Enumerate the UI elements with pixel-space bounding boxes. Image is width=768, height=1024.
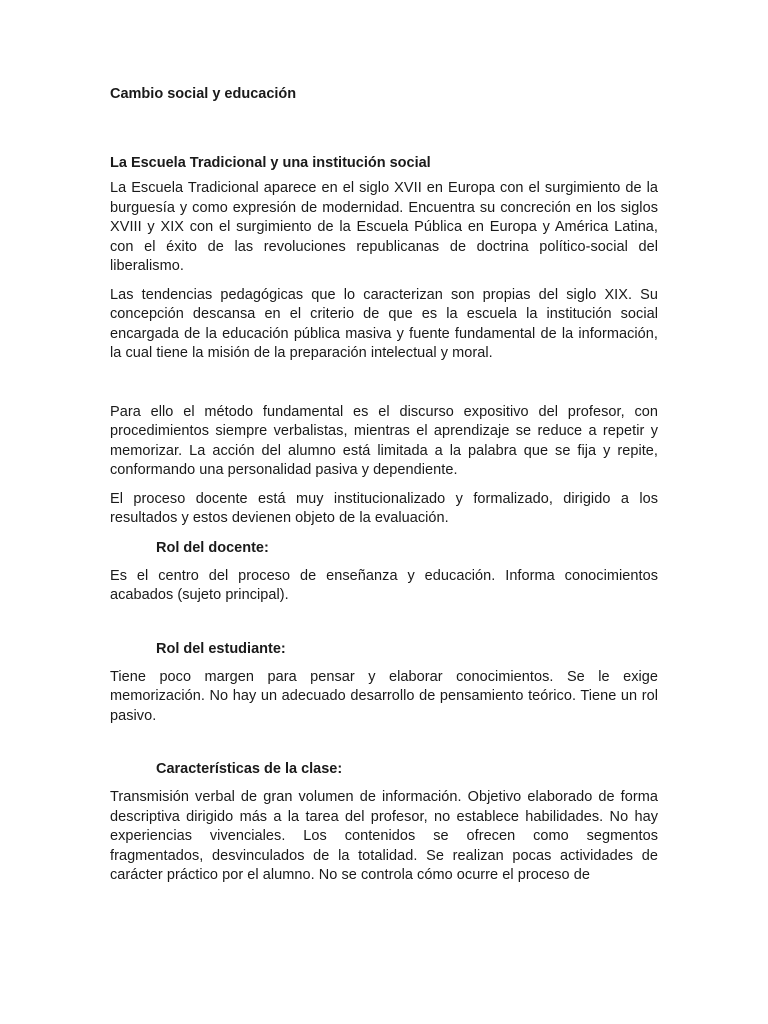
caracteristicas-heading: Características de la clase: [156, 761, 343, 777]
rol-estudiante-text: Tiene poco margen para pensar y elaborar conocimientos. Se le exige memorización. No hay un adecuado desarrollo de pensamiento teórico. Tiene un rol pasivo. [110, 668, 658, 724]
rol-estudiante-heading: Rol del estudiante: [156, 640, 286, 657]
document-title: Cambio social y educación [110, 86, 297, 102]
rol-docente-text: Es el centro del proceso de enseñanza y educación. Informa conocimientos acabados (sujeto principal). [110, 567, 658, 603]
paragraph-4: El proceso docente está muy institucionalizado y formalizado, dirigido a los resultados y estos devienen objeto de la evaluación. [110, 490, 658, 526]
section-heading: La Escuela Tradicional y una institución social [110, 155, 431, 171]
paragraph-1: La Escuela Tradicional aparece en el siglo XVII en Europa con el surgimiento de la burguesía y como expresión de modernidad. Encuentra su concreción en los siglos XVIII y XIX con el surgimiento de la Escuela Pública en Europa y América Latina, con el éxito de las revoluciones republicanas de doctrina político-social del liberalismo. [110, 180, 658, 274]
paragraph-3: Para ello el método fundamental es el discurso expositivo del profesor, con procedimientos siempre verbalistas, mientras el aprendizaje se reduce a repetir y memorizar. La acción del alumno está limitada a la palabra que se fija y repite, conformando una personalidad pasiva y dependiente. [110, 403, 658, 478]
paragraph-2: Las tendencias pedagógicas que lo caracterizan son propias del siglo XIX. Su concepción descansa en el criterio de que es la escuela la institución social encargada de la educación pública masiva y fuente fundamental de la información, la cual tiene la misión de la preparación intelectual y moral. [110, 286, 658, 361]
document-body [110, 84, 658, 886]
rol-docente-heading: Rol del docente: [156, 539, 269, 556]
caracteristicas-text: Transmisión verbal de gran volumen de información. Objetivo elaborado de forma descriptiva dirigido más a la tarea del profesor, no establece habilidades. No hay experiencias vivenciales. Los contenidos se ofrecen como segmentos fragmentados, desvinculados de la totalidad. Se realizan pocas actividades de carácter práctico por el alumno. No se controla cómo ocurre el proceso de [110, 789, 658, 883]
